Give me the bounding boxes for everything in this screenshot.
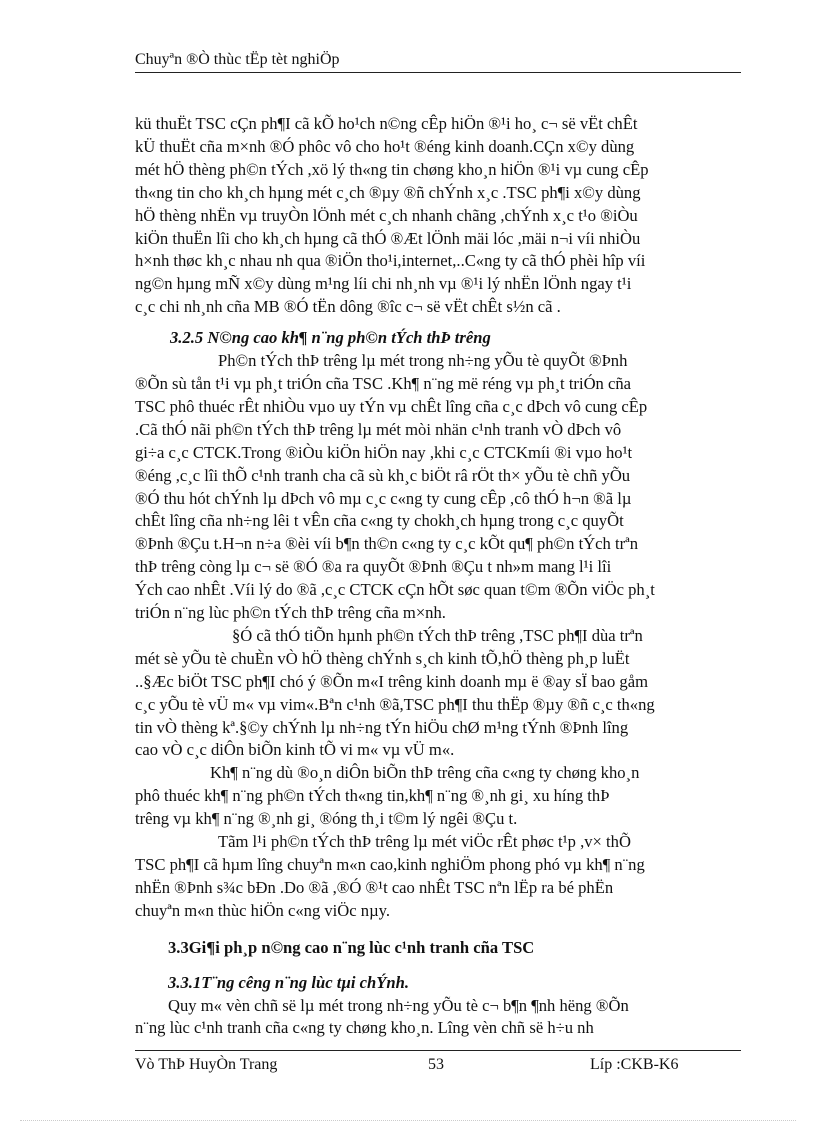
text-line: mét sè yÕu tè chuÈn vÒ hÖ thèng chÝnh s¸ch kinh tÕ,hÖ thèng ph¸p luËt: [135, 648, 630, 668]
text-line: ®éng ,c¸c lîi thÕ c¹nh tranh cha cã sù kh¸c biÖt râ rÖt th× yÕu tè chñ yÕu: [135, 465, 631, 485]
header-divider: [135, 72, 741, 73]
text-line: kiÖn thuËn lîi cho kh¸ch hµng cã thÓ ®Æt lÖnh mäi lóc ,mäi n¬i víi nhiÒu: [135, 228, 641, 248]
text-line: Tãm l¹i ph©n tÝch thÞ trêng lµ mét viÖc rÊt phøc t¹p ,v× thÕ: [218, 832, 631, 852]
section-heading-3-3-1: 3.3.1T¨ng cêng n¨ng lùc tµi chÝnh.: [168, 972, 409, 992]
paragraph-3-3-1: [135, 995, 739, 1041]
text-line: c¸c yÕu tè vÜ m« vµ vim«.Bªn c¹nh ®ã,TSC ph¶I thu thËp ®µy ®ñ c¸c th«ng: [135, 694, 655, 714]
page-body: [135, 113, 739, 1040]
section-heading-3-3: 3.3Gi¶i ph¸p n©ng cao n¨ng lùc c¹nh tranh cña TSC: [168, 937, 535, 957]
text-line: chuyªn m«n thùc hiÖn c«ng viÖc nµy.: [135, 900, 391, 920]
text-line: §Ó cã thÓ tiÕn hµnh ph©n tÝch thÞ trêng ,TSC ph¶I dùa trªn: [232, 625, 643, 645]
text-line: mét hÖ thèng ph©n tÝch ,xö lý th«ng tin chøng kho¸n hiÖn ®¹i vµ cung cÊp: [135, 159, 649, 179]
text-line: .Cã thÓ nãi ph©n tÝch thÞ trêng lµ mét mòi nhän c¹nh tranh vÒ dÞch vô: [135, 419, 622, 439]
paragraph-3-2-5-b: [135, 625, 739, 762]
text-line: thÞ trêng còng lµ c¬ së ®Ó ®a ra quyÕt ®Þnh ®Çu t nh»m mang l¹i lîi: [135, 557, 612, 577]
text-line: trêng vµ kh¶ n¨ng ®¸nh gi¸ ®óng th¸i t©m lý ngêi ®Çu t.: [135, 809, 518, 829]
paragraph-3-2-5-c: [135, 762, 739, 831]
text-line: c¸c chi nh¸nh cña MB ®Ó tËn dông ®îc c¬ së vËt chÊt s½n cã .: [135, 297, 561, 317]
text-line: Ph©n tÝch thÞ trêng lµ mét trong nh÷ng yÕu tè quyÕt ®Þnh: [218, 351, 628, 371]
text-line: th«ng tin cho kh¸ch hµng mét c¸ch ®µy ®ñ chÝnh x¸c .TSC ph¶i x©y dùng: [135, 182, 641, 202]
page-edge-divider: [20, 1120, 796, 1121]
text-line: cao vÒ c¸c diÔn biÕn kinh tÕ vi m« vµ vÜ m«.: [135, 740, 455, 760]
text-line: phô thuéc kh¶ n¨ng ph©n tÝch th«ng tin,kh¶ n¨ng ®¸nh gi¸ xu híng thÞ: [135, 786, 610, 806]
text-line: h×nh thøc kh¸c nhau nh qua ®iÖn tho¹i,internet,..C«ng ty cã thÓ phèi hîp víi: [135, 251, 646, 271]
text-line: Ých cao nhÊt .Víi lý do ®ã ,c¸c CTCK cÇn hÕt søc quan t©m ®Õn viÖc ph¸t: [135, 580, 655, 600]
section-heading-3-2-5: 3.2.5 N©ng cao kh¶ n¨ng ph©n tÝch thÞ trêng: [170, 328, 491, 348]
text-line: ®Þnh ®Çu t.H¬n n÷a ®èi víi b¶n th©n c«ng ty c¸c kÕt qu¶ ph©n tÝch trªn: [135, 534, 639, 554]
paragraph-intro: [135, 113, 739, 319]
page-number: 53: [428, 1056, 444, 1073]
text-line: kü thuËt TSC cÇn ph¶I cã kÕ ho¹ch n©ng cÊp hiÖn ®¹i ho¸ c¬ së vËt chÊt: [135, 114, 638, 133]
text-line: TSC phô thuéc rÊt nhiÒu vµo uy tÝn vµ chÊt lîng cña c¸c dÞch vô cung cÊp: [135, 396, 648, 416]
footer-class: Líp :CKB-K6: [590, 1056, 679, 1073]
footer-author: Vò ThÞ HuyÒn Trang: [135, 1056, 278, 1073]
text-line: triÓn n¨ng lùc ph©n tÝch thÞ trêng cña m×nh.: [135, 603, 446, 623]
paragraph-3-2-5-d: [135, 831, 739, 923]
text-line: chÊt lîng cña nh÷ng lêi t vÊn cña c«ng ty chokh¸ch hµng trong c¸c quyÕt: [135, 511, 624, 531]
text-line: kÜ thuËt cña m×nh ®Ó phôc vô cho ho¹t ®éng kinh doanh.CÇn x©y dùng: [135, 136, 635, 156]
text-line: hÖ thèng nhËn vµ truyÒn lÖnh mét c¸ch nhanh chãng ,chÝnh x¸c t¹o ®iÒu: [135, 205, 638, 225]
running-header: Chuyªn ®Ò thùc tËp tèt nghiÖp: [135, 51, 340, 68]
text-line: tin vÒ thèng kª.§©y chÝnh lµ nh÷ng tÝn hiÖu chØ m¹ng tÝnh ®Þnh lîng: [135, 717, 629, 737]
paragraph-3-2-5-a: [135, 350, 739, 625]
text-line: ng©n hµng mÑ x©y dùng m¹ng líi chi nh¸nh vµ ®¹i lý nhËn lÖnh ngay t¹i: [135, 274, 632, 294]
text-line: ®Ó thu hót chÝnh lµ dÞch vô mµ c¸c c«ng ty cung cÊp ,cô thÓ h¬n ®ã lµ: [135, 488, 632, 508]
text-line: Kh¶ n¨ng dù ®o¸n diÔn biÕn thÞ trêng cña c«ng ty chøng kho¸n: [210, 763, 640, 783]
text-line: ®Õn sù tån t¹i vµ ph¸t triÓn cña TSC .Kh¶ n¨ng më réng vµ ph¸t triÓn cña: [135, 373, 632, 393]
text-line: ..§Æc biÖt TSC ph¶I chó ý ®Õn m«I trêng kinh doanh mµ ë ®ay sÏ bao gåm: [135, 671, 648, 691]
text-line: Quy m« vèn chñ së lµ mét trong nh÷ng yÕu tè c¬ b¶n ¶nh hëng ®Õn: [168, 995, 629, 1015]
text-line: nhËn ®Þnh s¾c bÐn .Do ®ã ,®Ó ®¹t cao nhÊt TSC nªn lËp ra bé phËn: [135, 877, 614, 897]
text-line: n¨ng lùc c¹nh tranh cña c«ng ty chøng kho¸n. Lîng vèn chñ së h÷u nh: [135, 1018, 594, 1038]
text-line: gi÷a c¸c CTCK.Trong ®iÒu kiÖn hiÖn nay ,khi c¸c CTCKmíi ®i vµo ho¹t: [135, 442, 633, 462]
footer-divider: [135, 1050, 741, 1051]
text-line: TSC ph¶I cã hµm lîng chuyªn m«n cao,kinh nghiÖm phong phó vµ kh¶ n¨ng: [135, 855, 645, 874]
